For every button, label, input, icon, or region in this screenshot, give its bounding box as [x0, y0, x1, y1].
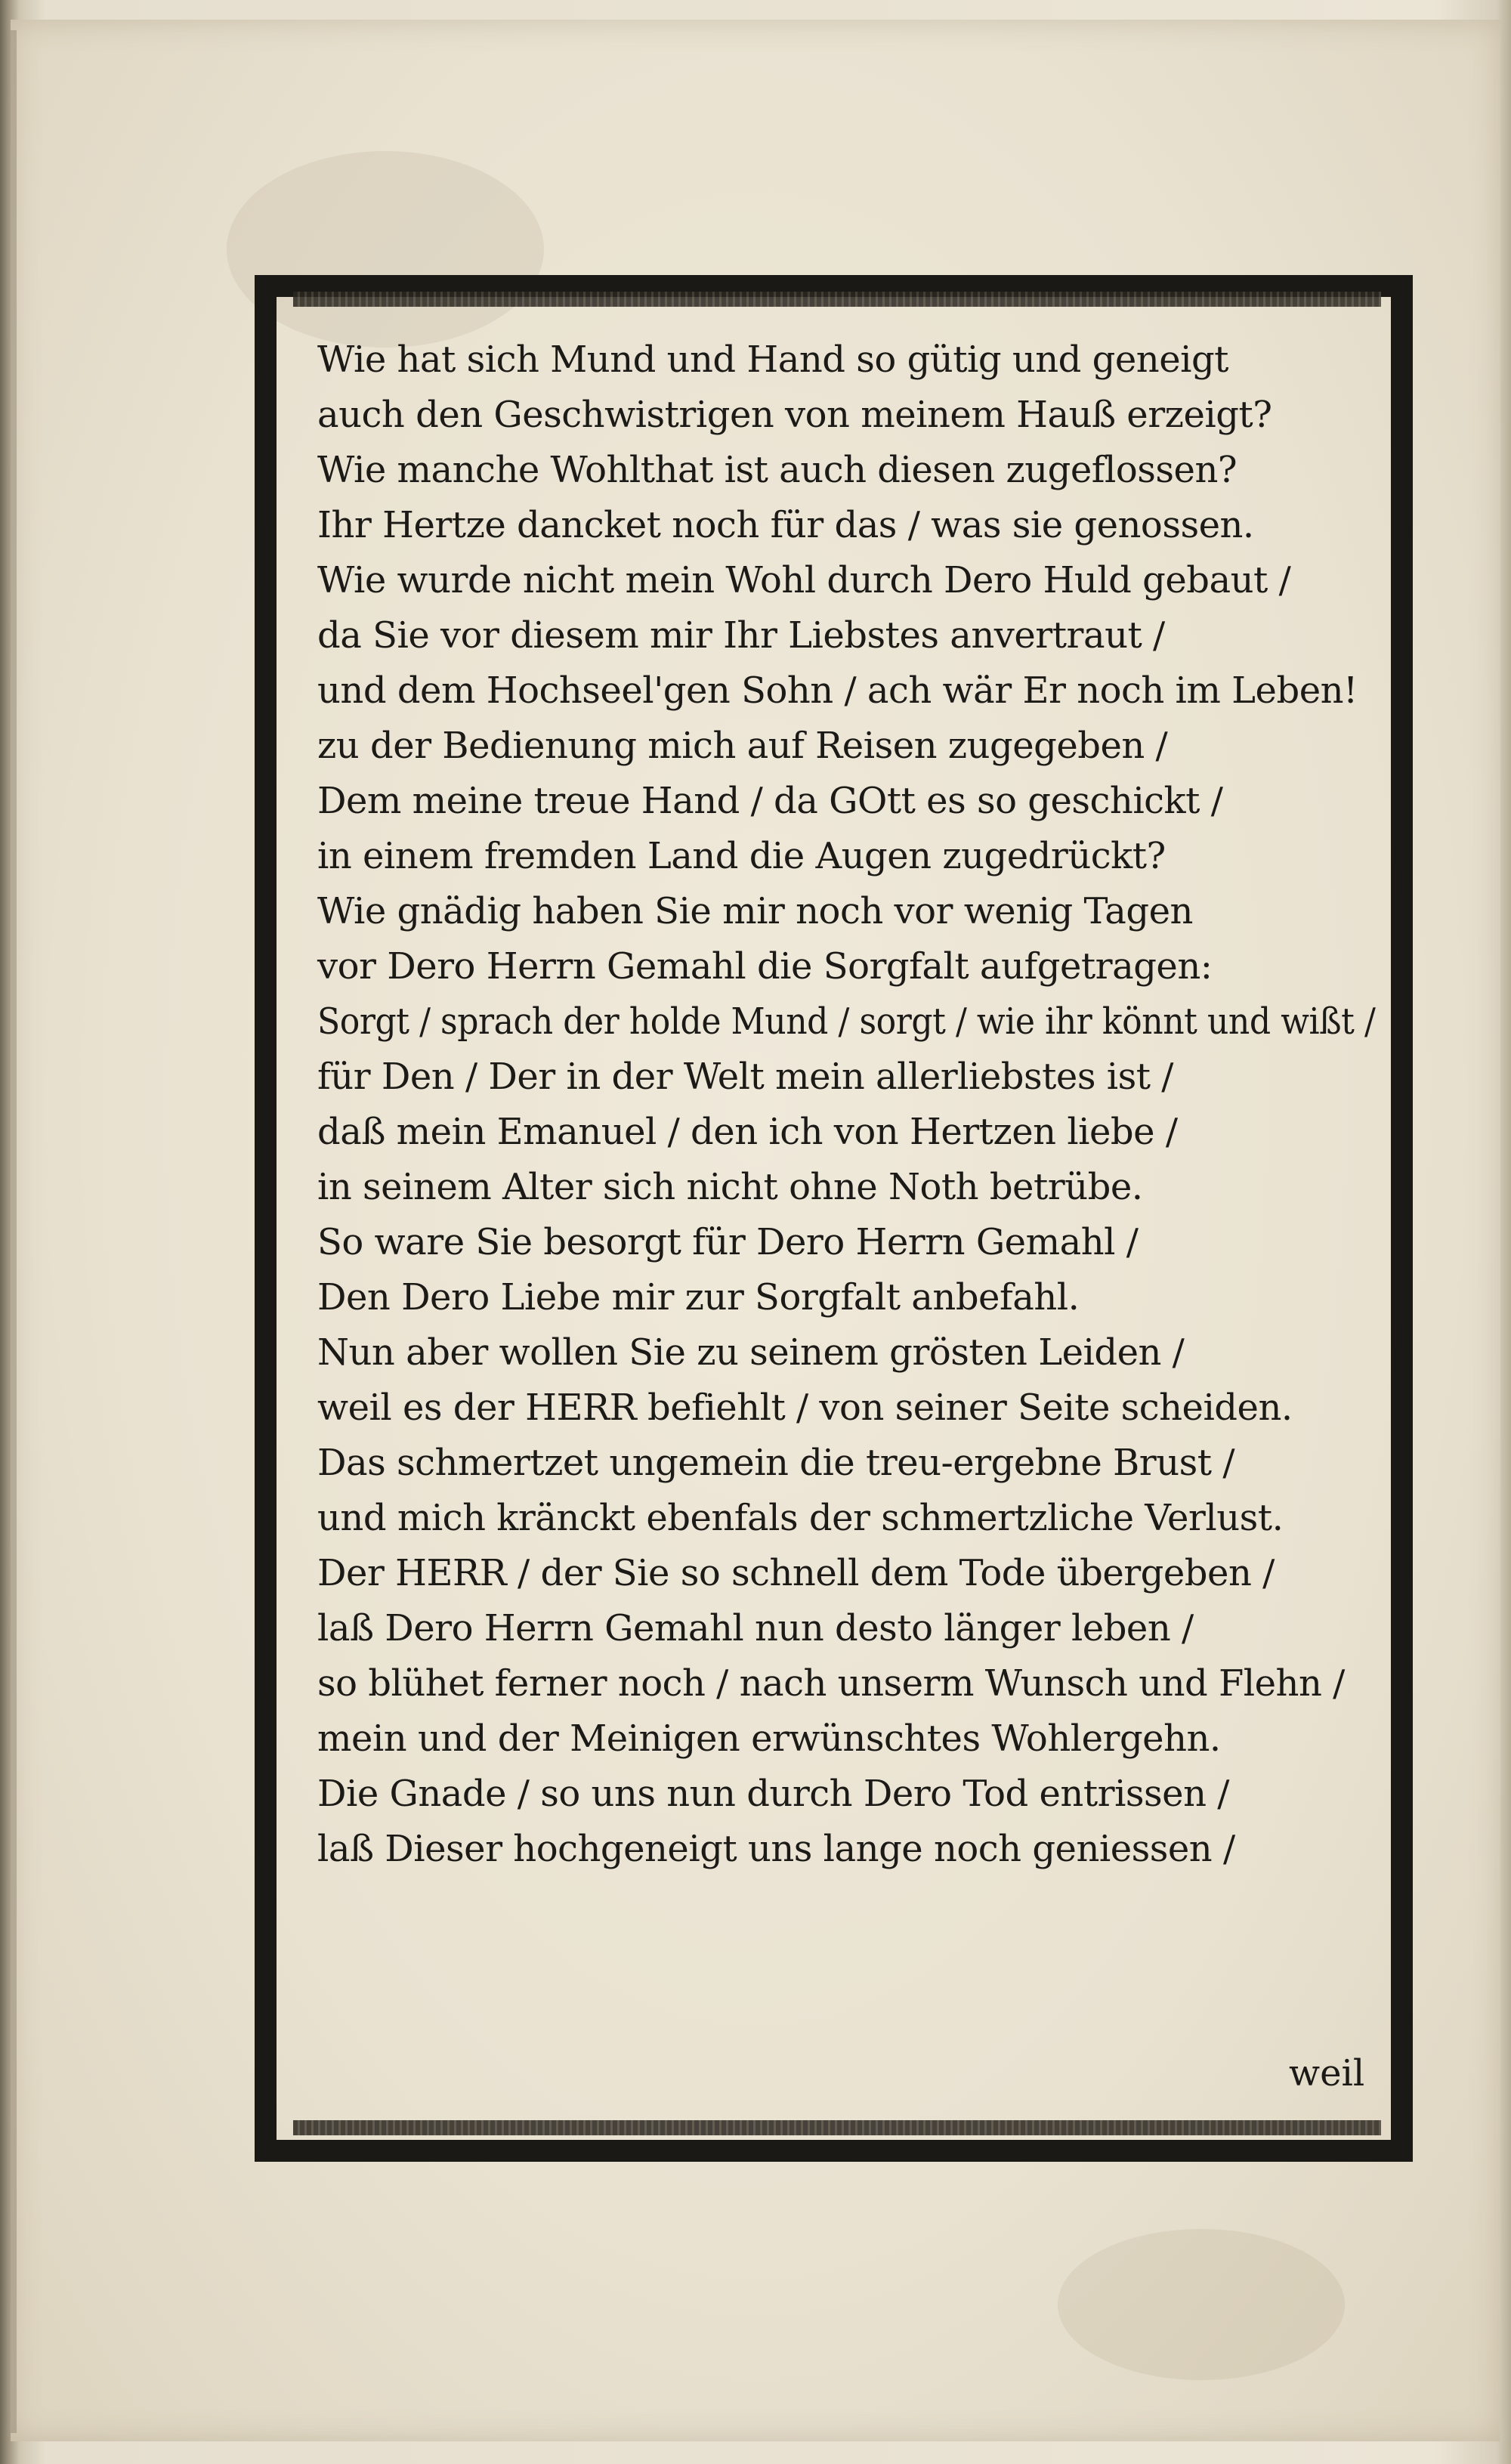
poem-line: da Sie vor diesem mir Ihr Liebstes anvertraut /	[317, 614, 1165, 657]
poem-line: zu der Bedienung mich auf Reisen zugegeben /	[317, 725, 1168, 767]
poem-line: in seinem Alter sich nicht ohne Noth betrübe.	[317, 1166, 1143, 1208]
poem-line: laß Dero Herrn Gemahl nun desto länger leben /	[317, 1607, 1194, 1649]
poem-line: vor Dero Herrn Gemahl die Sorgfalt aufgetragen:	[317, 945, 1213, 988]
frame-ornament-top	[293, 292, 1381, 307]
poem-line: und dem Hochseel'gen Sohn / ach wär Er noch im Leben!	[317, 669, 1358, 712]
poem-line: Ihr Hertze dancket noch für das / was sie genossen.	[317, 504, 1254, 546]
poem-line: Das schmertzet ungemein die treu-ergebne Brust /	[317, 1442, 1235, 1484]
poem-line: Nun aber wollen Sie zu seinem grösten Leiden /	[317, 1331, 1185, 1374]
poem-line: Wie wurde nicht mein Wohl durch Dero Huld gebaut /	[317, 559, 1291, 601]
binding-edge	[11, 30, 17, 2433]
poem-line: Wie manche Wohlthat ist auch diesen zugeflossen?	[317, 449, 1238, 491]
poem-line: weil es der HERR befiehlt / von seiner Seite scheiden.	[317, 1387, 1293, 1429]
poem-line: und mich kränckt ebenfals der schmertzliche Verlust.	[317, 1497, 1284, 1539]
poem-line: daß mein Emanuel / den ich von Hertzen liebe /	[317, 1111, 1178, 1153]
poem-line: Dem meine treue Hand / da GOtt es so geschickt /	[317, 780, 1223, 822]
poem-line: Wie gnädig haben Sie mir noch vor wenig Tagen	[317, 890, 1193, 932]
poem-line: auch den Geschwistrigen von meinem Hauß erzeigt?	[317, 394, 1272, 436]
poem-line: Sorgt / sprach der holde Mund / sorgt / wie ihr könnt und wißt /	[317, 1000, 1376, 1043]
catchword: weil	[1289, 2052, 1365, 2095]
paper-stain	[1058, 2229, 1345, 2380]
poem-line: So ware Sie besorgt für Dero Herrn Gemahl /	[317, 1221, 1139, 1263]
poem-line: Den Dero Liebe mir zur Sorgfalt anbefahl.	[317, 1276, 1080, 1319]
poem-line: Der HERR / der Sie so schnell dem Tode übergeben /	[317, 1552, 1275, 1594]
poem-line: Wie hat sich Mund und Hand so gütig und geneigt	[317, 339, 1228, 381]
poem-line: für Den / Der in der Welt mein allerliebstes ist /	[317, 1056, 1173, 1098]
frame-ornament-bottom	[293, 2120, 1381, 2135]
poem-line: Die Gnade / so uns nun durch Dero Tod entrissen /	[317, 1773, 1229, 1815]
poem-line: mein und der Meinigen erwünschtes Wohlergehn.	[317, 1717, 1221, 1760]
poem-line: in einem fremden Land die Augen zugedrückt?	[317, 835, 1166, 877]
poem-line: so blühet ferner noch / nach unserm Wunsch und Flehn /	[317, 1662, 1345, 1705]
poem-line: laß Dieser hochgeneigt uns lange noch geniessen /	[317, 1828, 1235, 1870]
poem-text	[317, 332, 1375, 1877]
